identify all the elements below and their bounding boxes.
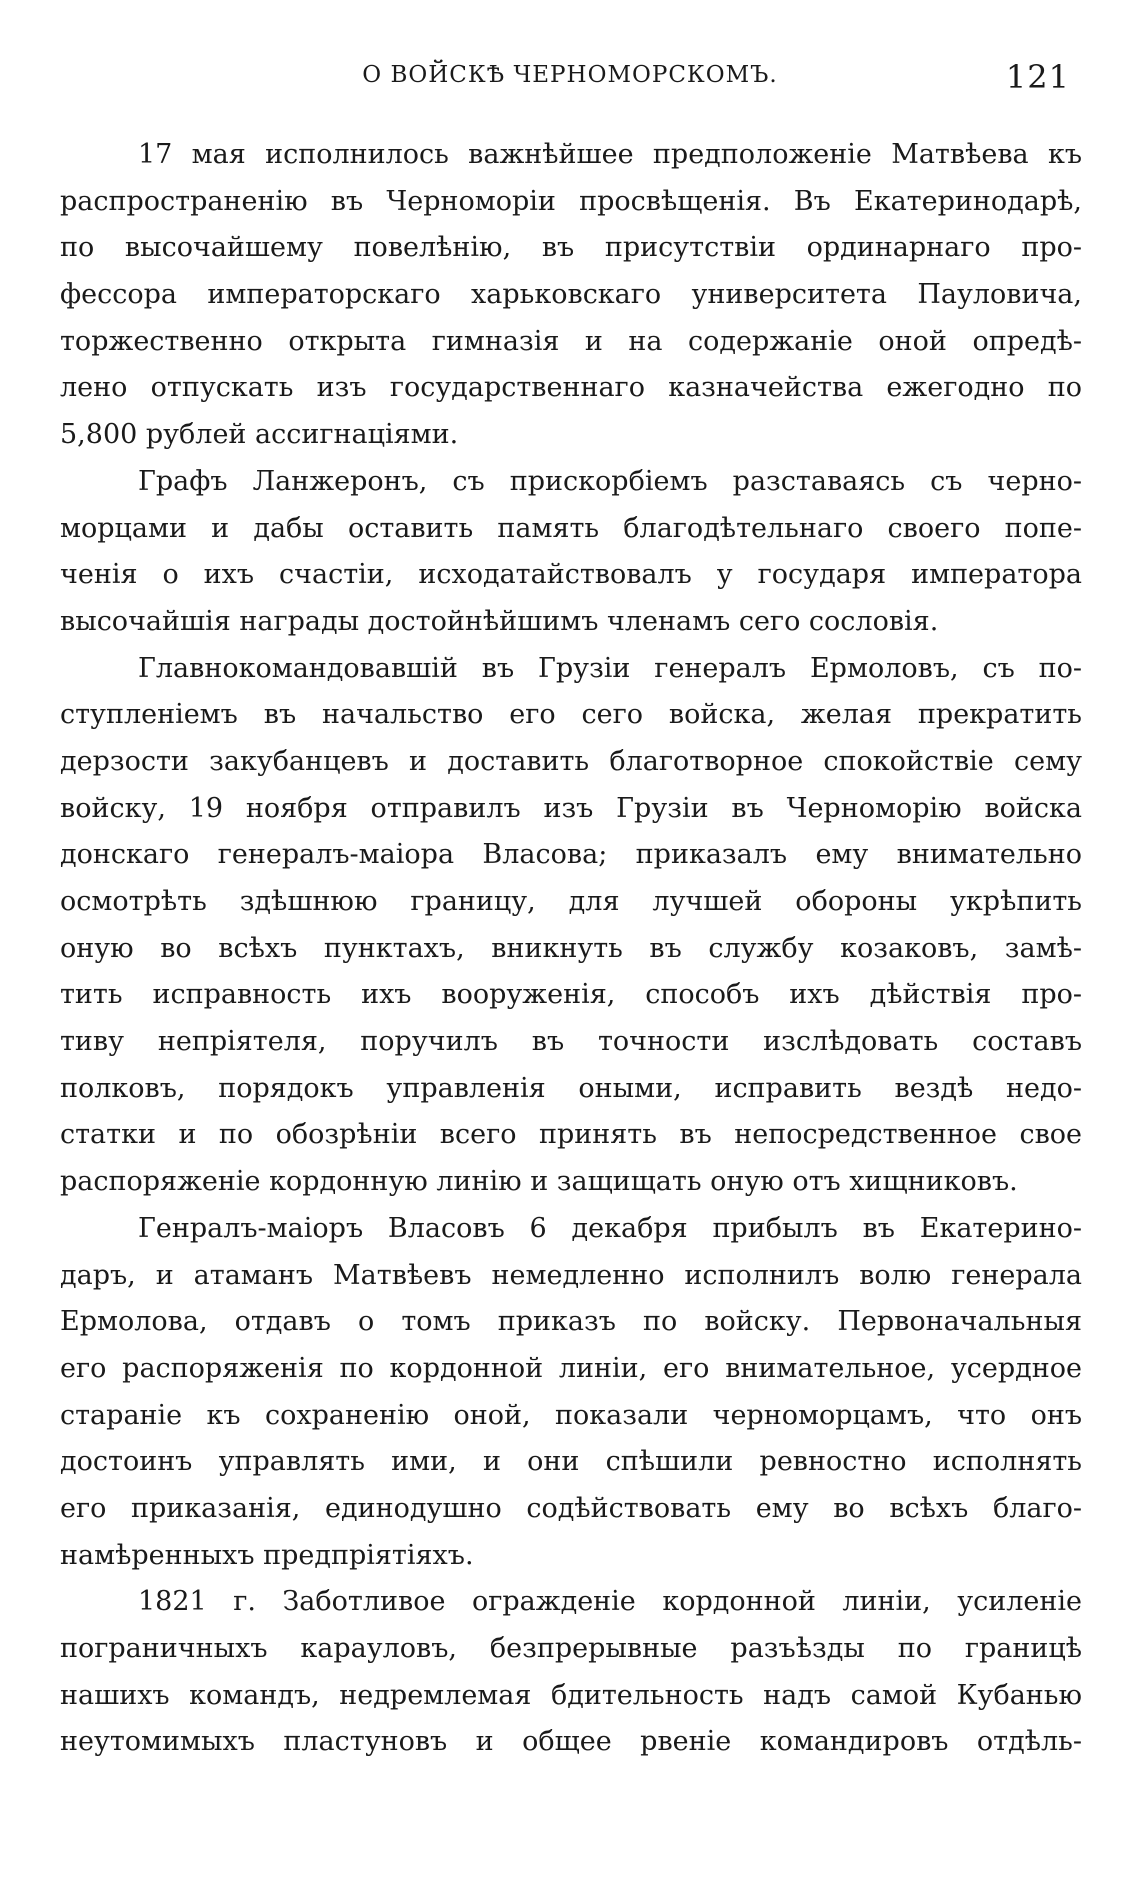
- page-number: 121: [1005, 58, 1070, 96]
- paragraph: [60, 459, 1082, 646]
- text-line: нашихъ командъ, недремлемая бдительность надъ самой Кубанью: [60, 1679, 1082, 1711]
- running-title: О ВОЙСКѢ ЧЕРНОМОРСКОМЪ.: [362, 62, 778, 88]
- text-line: Главнокомандовавшій въ Грузіи генералъ Ермоловъ, съ по-: [138, 652, 1082, 684]
- text-line: Ермолова, отдавъ о томъ приказъ по войску. Первоначальныя: [60, 1306, 1082, 1338]
- text-line: донскаго генералъ-маіора Власова; приказалъ ему внимательно: [60, 839, 1082, 871]
- text-line: тиву непріятеля, поручилъ въ точности изслѣдовать составъ: [60, 1026, 1082, 1058]
- text-line: тить исправность ихъ вооруженія, способъ ихъ дѣйствія про-: [60, 979, 1082, 1011]
- text-line: торжественно открыта гимназія и на содержаніе оной опредѣ-: [60, 325, 1082, 357]
- paragraph: [60, 1206, 1082, 1580]
- text-line: Генралъ-маіоръ Власовъ 6 декабря прибылъ въ Екатерино-: [138, 1212, 1082, 1244]
- text-line: осмотрѣть здѣшнюю границу, для лучшей обороны укрѣпить: [60, 886, 1082, 917]
- text-line: полковъ, порядокъ управленія оными, исправить вездѣ недо-: [60, 1072, 1082, 1104]
- text-line: фессора императорскаго харьковскаго университета Пауловича,: [60, 279, 1082, 311]
- paragraph: [60, 132, 1082, 459]
- text-line: морцами и дабы оставить память благодѣтельнаго своего попе-: [60, 512, 1082, 544]
- text-line: дерзости закубанцевъ и доставить благотворное спокойствіе сему: [60, 745, 1082, 777]
- text-line: его приказанія, единодушно содѣйствовать ему во всѣхъ благо-: [60, 1492, 1082, 1524]
- text-line: статки и по обозрѣніи всего принять въ непосредственное свое: [60, 1119, 1082, 1151]
- text-line: распоряженіе кордонную линію и защищать оную отъ хищниковъ.: [60, 1166, 1018, 1198]
- text-line: даръ, и атаманъ Матвѣевъ немедленно исполнилъ волю генерала: [60, 1259, 1082, 1291]
- paragraph: [60, 646, 1082, 1206]
- body-text: [60, 132, 1082, 1766]
- running-head: [60, 58, 1080, 102]
- text-line: достоинъ управлять ими, и они спѣшили ревностно исполнять: [60, 1446, 1082, 1478]
- text-line: Графъ Ланжеронъ, съ прискорбіемъ разставаясь съ черно-: [138, 465, 1082, 497]
- text-line: распространенію въ Черноморіи просвѣщенія. Въ Екатеринодарѣ,: [60, 185, 1082, 217]
- text-line: 1821 г. Заботливое огражденіе кордонной линіи, усиленіе: [138, 1586, 1082, 1618]
- text-line: ступленіемъ въ начальство его сего войска, желая прекратить: [60, 699, 1082, 731]
- text-line: неутомимыхъ пластуновъ и общее рвеніе командировъ отдѣль-: [60, 1726, 1082, 1758]
- text-line: ченія о ихъ счастіи, исходатайствовалъ у государя императора: [60, 559, 1082, 591]
- text-line: стараніе къ сохраненію оной, показали черноморцамъ, что онъ: [60, 1399, 1082, 1431]
- text-line: 5,800 рублей ассигнаціями.: [60, 419, 459, 451]
- text-line: лено отпускать изъ государственнаго казначейства ежегодно по: [60, 372, 1082, 404]
- paragraph: [60, 1579, 1082, 1766]
- text-line: высочайшія награды достойнѣйшимъ членамъ сего сословія.: [60, 605, 939, 637]
- text-line: оную во всѣхъ пунктахъ, вникнуть въ службу козаковъ, замѣ-: [60, 932, 1082, 964]
- text-line: его распоряженія по кордонной линіи, его внимательное, усердное: [60, 1352, 1082, 1384]
- text-line: по высочайшему повелѣнію, въ присутствіи ординарнаго про-: [60, 232, 1082, 264]
- text-line: войску, 19 ноября отправилъ изъ Грузіи въ Черноморію войска: [60, 792, 1082, 824]
- text-line: 17 мая исполнилось важнѣйшее предположеніе Матвѣева къ: [138, 139, 1082, 170]
- text-line: намѣренныхъ предпріятіяхъ.: [60, 1539, 474, 1571]
- text-line: пограничныхъ карауловъ, безпрерывные разъѣзды по границѣ: [60, 1633, 1082, 1664]
